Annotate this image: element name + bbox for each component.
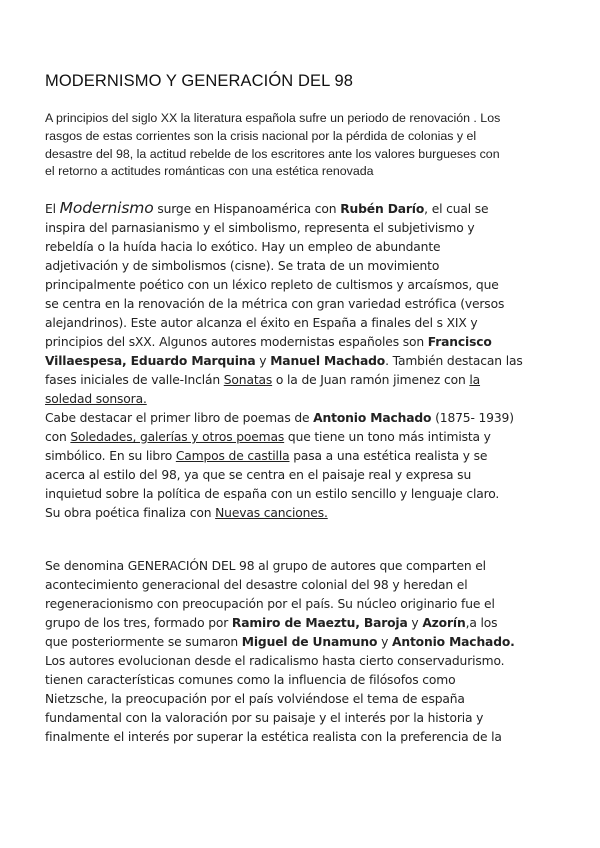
text-line: Nietzsche, la preocupación por el país volviéndose el tema de españa bbox=[45, 692, 465, 706]
text-line: se centra en la renovación de la métrica con gran variedad estrófica (versos bbox=[45, 297, 505, 311]
text-line: alejandrinos). Este autor alcanza el éxito en España a finales del s XIX y bbox=[45, 316, 478, 330]
intro-line: rasgos de estas corrientes son la crisis nacional por la pérdida de colonias y el bbox=[45, 128, 477, 143]
text-line: Su obra poética finaliza con Nuevas canciones. bbox=[45, 506, 328, 520]
intro-paragraph bbox=[45, 110, 565, 181]
modernismo-term: Modernismo bbox=[59, 199, 154, 217]
author-name: Azorín bbox=[422, 616, 466, 630]
text-line: inspira del parnasianismo y el simbolismo, representa el subjetivismo y bbox=[45, 221, 475, 235]
work-title: Campos de castilla bbox=[175, 449, 290, 463]
author-name: Miguel de Unamuno bbox=[241, 635, 378, 649]
generacion-paragraph bbox=[45, 557, 565, 747]
text-line: rebeldía o la huída hacia lo exótico. Hay un empleo de abundante bbox=[45, 240, 441, 254]
author-name: Rubén Darío bbox=[340, 202, 425, 216]
text-line: principalmente poético con un léxico repleto de cultismos y arcaísmos, que bbox=[45, 278, 499, 292]
work-title: Sonatas bbox=[223, 373, 273, 387]
text-line: Cabe destacar el primer libro de poemas de Antonio Machado (1875- 1939) bbox=[45, 411, 514, 425]
intro-line: el retorno a actitudes románticas con una estética renovada bbox=[45, 164, 374, 179]
text-line: fundamental con la valoración por su paisaje y el interés por la historia y bbox=[45, 711, 484, 725]
author-name: Francisco bbox=[427, 335, 492, 349]
intro-line: desastre del 98, la actitud rebelde de los escritores ante los valores burgueses con bbox=[45, 146, 500, 161]
intro-line: A principios del siglo XX la literatura española sufre un periodo de renovación . Los bbox=[45, 111, 501, 125]
text-line: acerca al estilo del 98, ya que se centra en el paisaje real y expresa su bbox=[45, 468, 472, 482]
text-line: finalmente el interés por superar la estética realista con la preferencia de la bbox=[45, 730, 502, 744]
text-line: acontecimiento generacional del desastre colonial del 98 y heredan el bbox=[45, 578, 468, 592]
text-line: inquietud sobre la política de españa con un estilo sencillo y lenguaje claro. bbox=[45, 487, 500, 501]
text-line: adjetivación y de simbolismos (cisne). Se trata de un movimiento bbox=[45, 259, 440, 273]
text-line: con Soledades, galerías y otros poemas que tiene un tono más intimista y bbox=[45, 430, 491, 444]
text-line: grupo de los tres, formado por Ramiro de Maeztu, Baroja y Azorín,a los bbox=[45, 616, 498, 630]
text-line: El Modernismo surge en Hispanoamérica con Rubén Darío, el cual se bbox=[45, 199, 489, 217]
text-line: fases iniciales de valle-Inclán Sonatas o la de Juan ramón jimenez con la bbox=[45, 373, 481, 387]
text-line: tienen características comunes como la influencia de filósofos como bbox=[45, 673, 456, 687]
work-title: soledad sonsora. bbox=[45, 392, 147, 406]
author-name: Antonio Machado. bbox=[391, 635, 515, 649]
text-line: Se denomina GENERACIÓN DEL 98 al grupo de autores que comparten el bbox=[45, 559, 486, 573]
page-title: MODERNISMO Y GENERACIÓN DEL 98 bbox=[45, 72, 354, 90]
text-line: simbólico. En su libro Campos de castilla pasa a una estética realista y se bbox=[45, 449, 488, 463]
author-name: Ramiro de Maeztu, Baroja bbox=[231, 616, 408, 630]
work-title: Soledades, galerías y otros poemas bbox=[70, 430, 285, 444]
author-name: Antonio Machado bbox=[313, 411, 432, 425]
modernismo-paragraph bbox=[45, 199, 565, 523]
text-line: regeneracionismo con preocupación por el país. Su núcleo originario fue el bbox=[45, 597, 495, 611]
work-title: la bbox=[469, 373, 481, 387]
author-name: Manuel Machado bbox=[270, 354, 386, 368]
text-line: principios del sXX. Algunos autores modernistas españoles son Francisco bbox=[45, 335, 492, 349]
text-line: que posteriormente se sumaron Miguel de Unamuno y Antonio Machado. bbox=[45, 635, 515, 649]
text-line: Villaespesa, Eduardo Marquina y Manuel Machado. También destacan las bbox=[45, 354, 523, 368]
author-name: Villaespesa, Eduardo Marquina bbox=[45, 354, 256, 368]
text-line: Los autores evolucionan desde el radicalismo hasta cierto conservadurismo. bbox=[45, 654, 505, 668]
work-title: Nuevas canciones. bbox=[215, 506, 328, 520]
